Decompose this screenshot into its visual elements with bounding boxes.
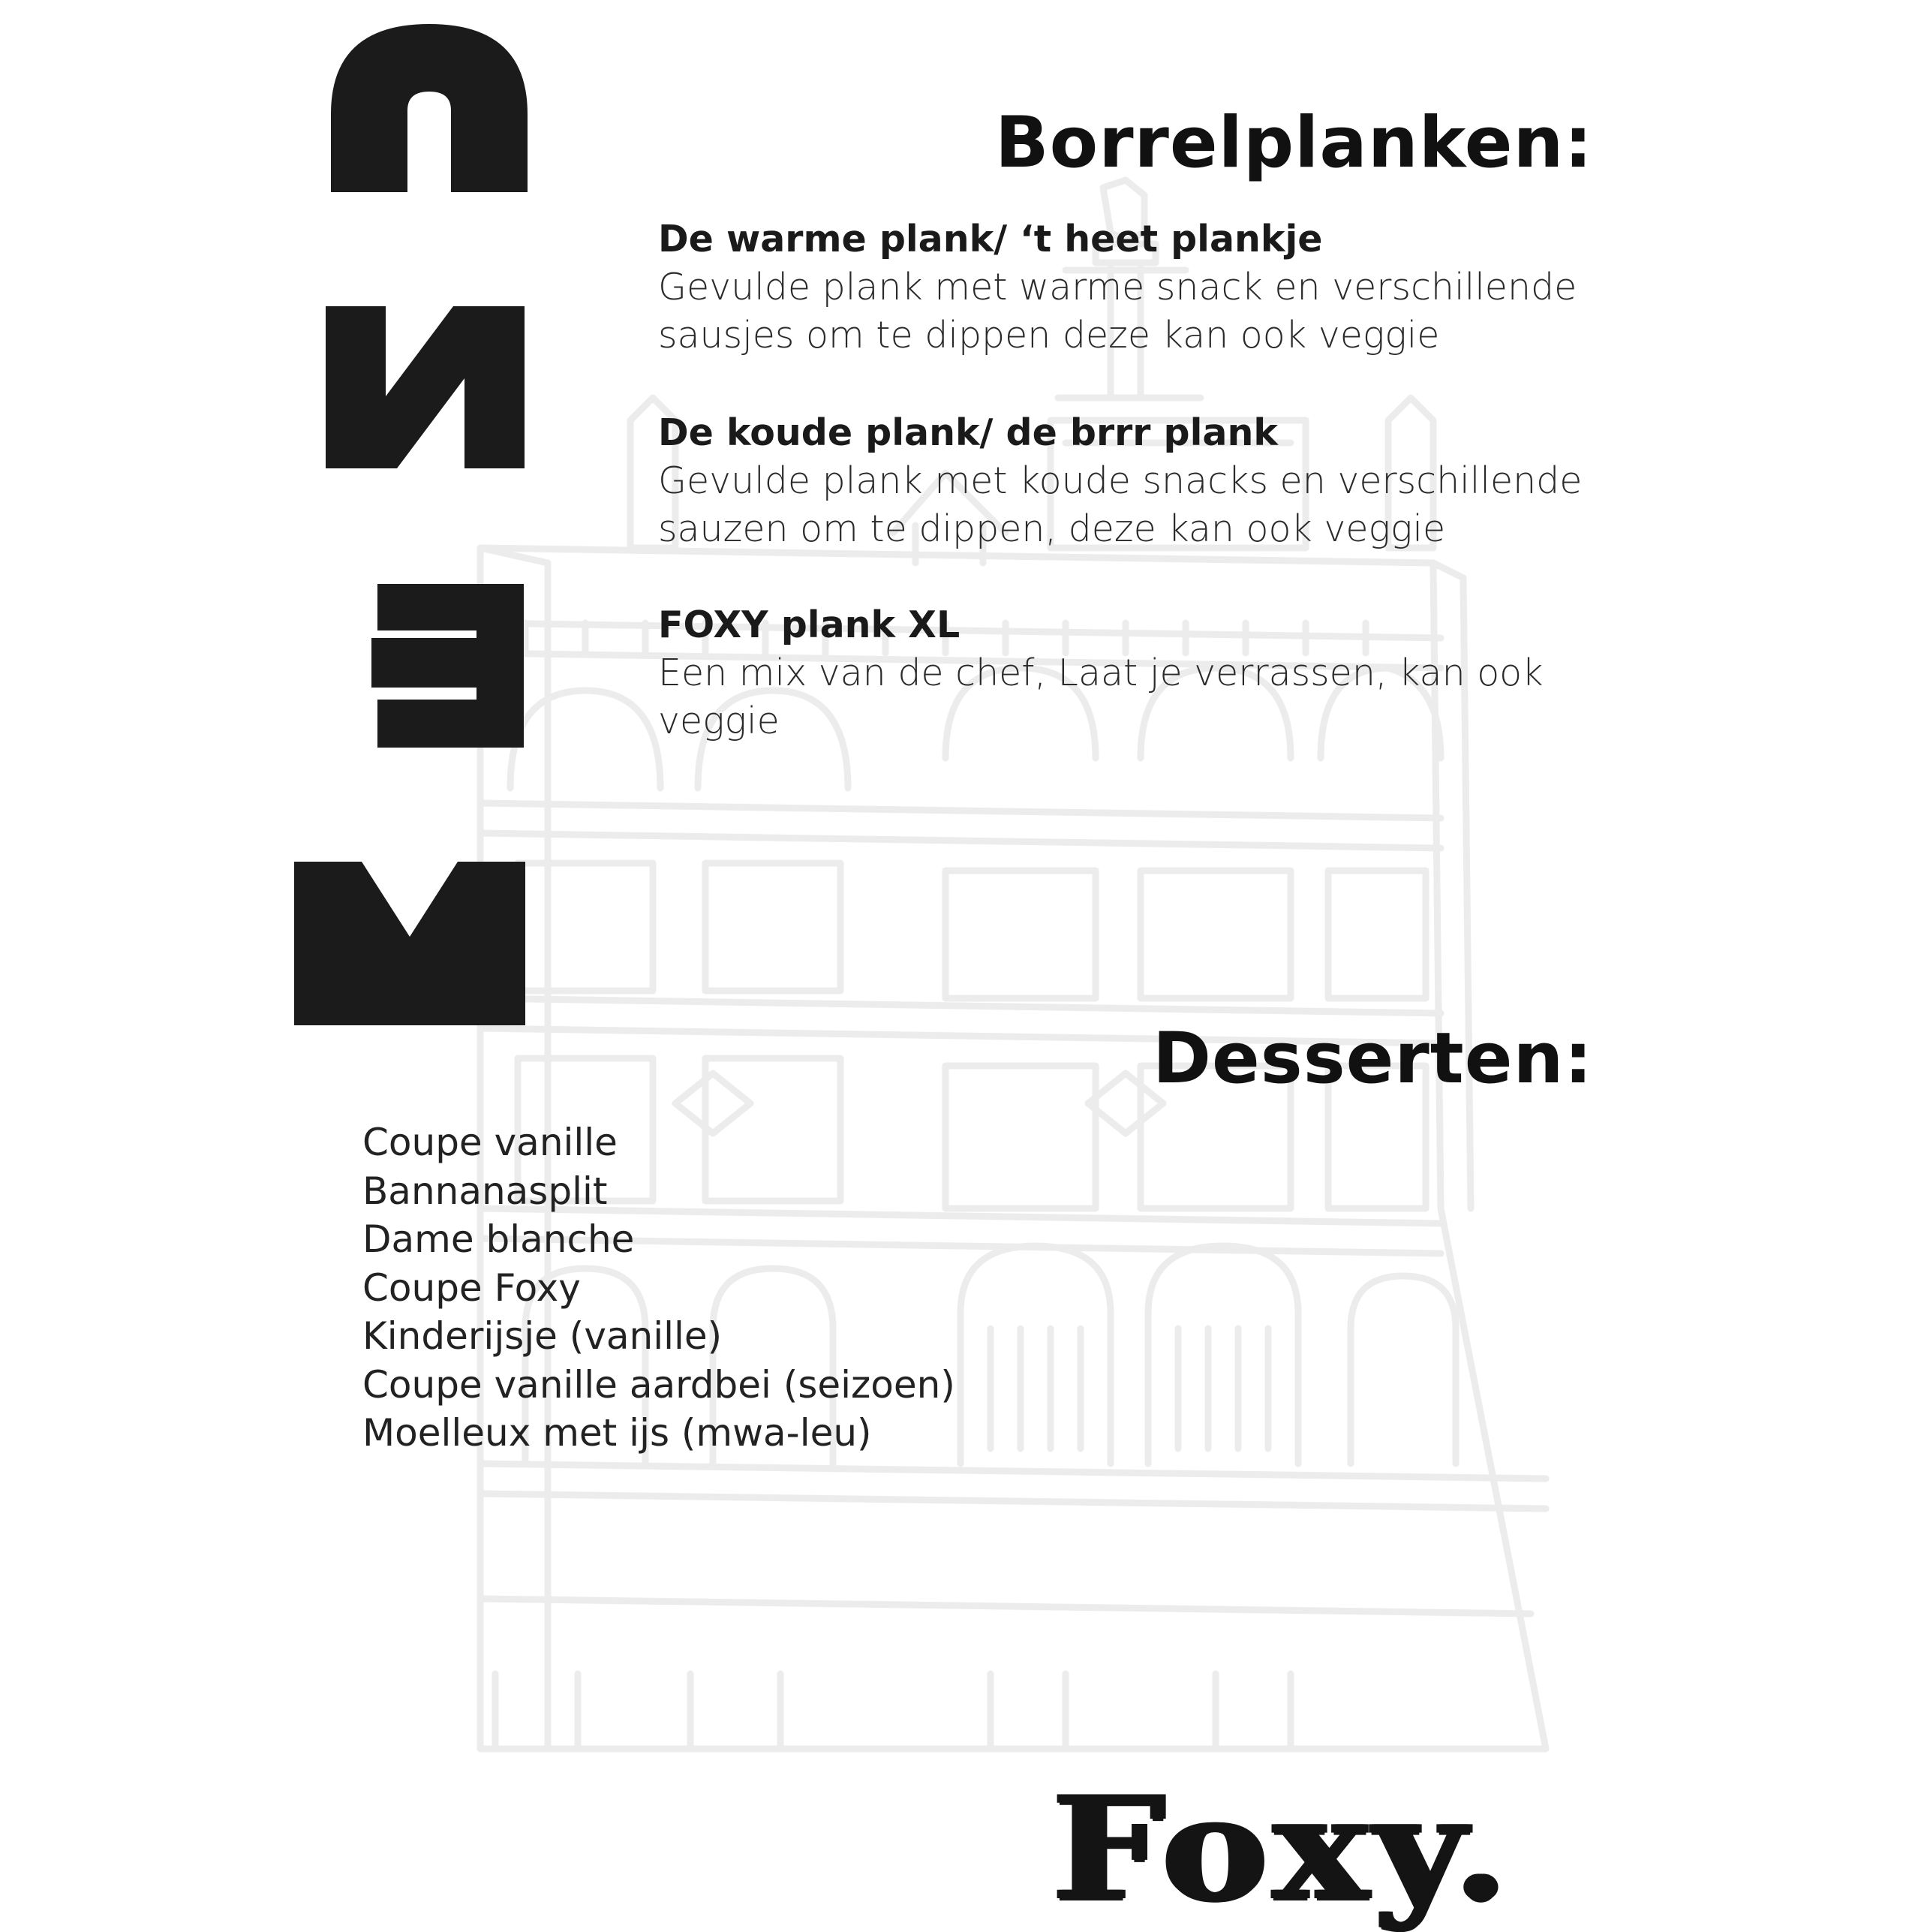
borrelplank-item-name: FOXY plank XL (658, 603, 960, 646)
borrelplank-item-name: De warme plank/ ‘t heet plankje (658, 218, 1323, 260)
dessert-item: Coupe vanille (362, 1121, 618, 1164)
borrelplank-item-name: De koude plank/ de brrr plank (658, 411, 1278, 454)
dessert-list (362, 1118, 955, 1458)
menu-letter-m-rotated (294, 862, 525, 1025)
borrelplank-item-description: Gevulde plank met warme snack en verschillende sausjes om te dippen deze kan ook veggie (658, 266, 1577, 357)
dessert-item: Moelleux met ijs (mwa-leu) (362, 1411, 872, 1455)
borrelplank-item (658, 215, 1626, 360)
dessert-item: Coupe vanille aardbei (seizoen) (362, 1362, 955, 1407)
borrelplank-item-description: Een mix van de chef, Laat je verrassen, kan ook veggie (658, 652, 1544, 742)
borrelplank-item-description: Gevulde plank met koude snacks en verschillende sauzen om te dippen, deze kan ook veggie (658, 459, 1583, 550)
menu-letter-e-rotated (371, 584, 524, 748)
borrelplank-item (658, 409, 1626, 553)
borrelplanken-heading: Borrelplanken: (994, 102, 1593, 184)
dessert-item: Kinderijsje (vanille) (362, 1314, 723, 1358)
dessert-item: Bannanasplit (362, 1169, 608, 1213)
foxy-logo: Foxy. (1052, 1765, 1514, 1932)
menu-letter-u-rotated (331, 24, 528, 192)
menu-letter-n-rotated (326, 306, 525, 468)
desserten-heading: Desserten: (1153, 1018, 1593, 1100)
dessert-item: Coupe Foxy (362, 1265, 581, 1310)
dessert-item: Dame blanche (362, 1217, 635, 1261)
borrelplank-item (658, 601, 1626, 745)
